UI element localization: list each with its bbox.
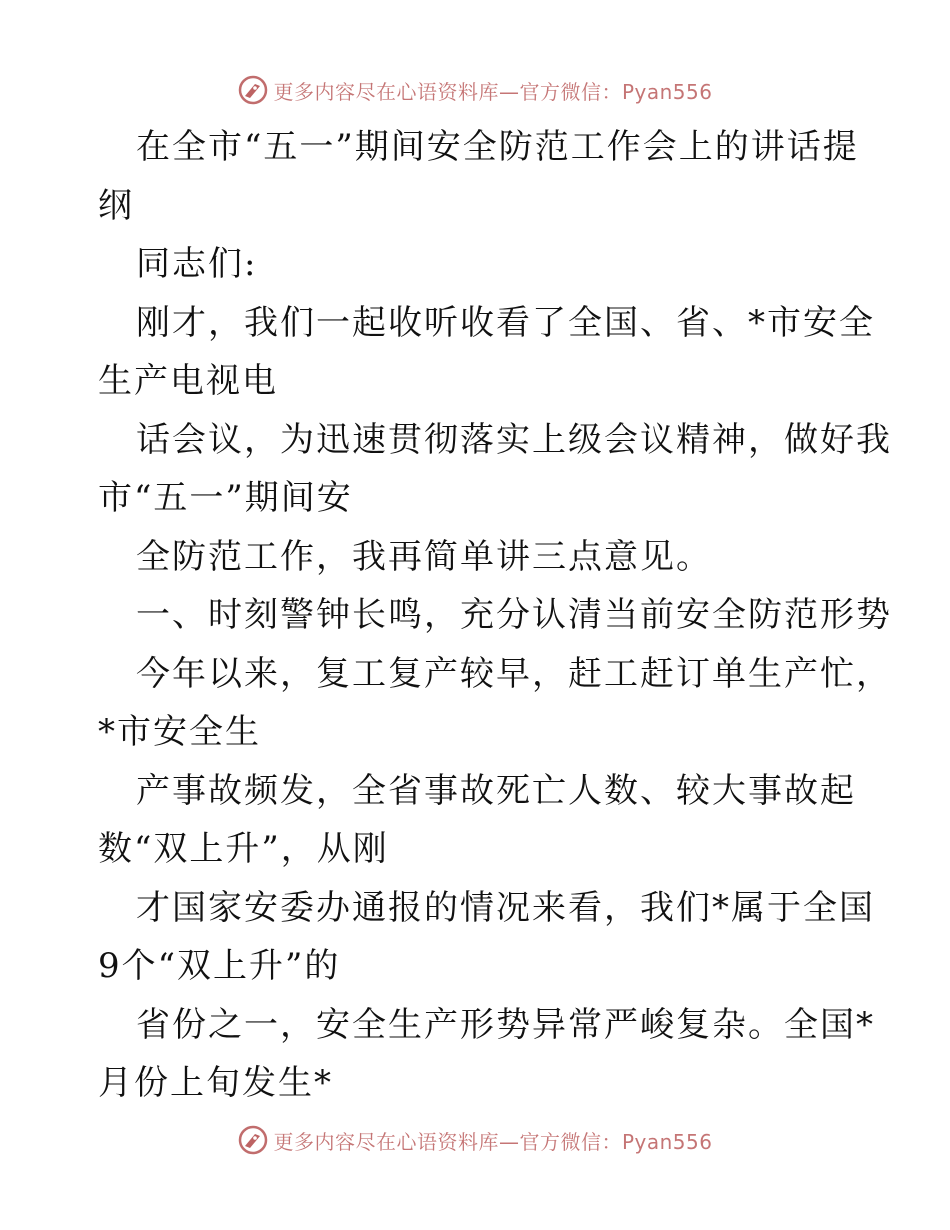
header-watermark [0, 70, 950, 110]
text-line: 生产电视电 [98, 361, 278, 401]
text-line: 今年以来，复工复产较早，赶工赶订单生产忙， [136, 653, 892, 694]
text-line: 省份之一，安全生产形势异常严峻复杂。全国* [136, 1004, 875, 1045]
text-line: 全防范工作，我再简单讲三点意见。 [136, 536, 712, 577]
text-line: 纲 [98, 185, 134, 226]
watermark-text: 更多内容尽在心语资料库—官方微信：Pyan556 [273, 1129, 713, 1154]
text-line: 刚才，我们一起收听收看了全国、省、*市安全 [136, 302, 875, 343]
text-line: 在全市“五一”期间安全防范工作会上的讲话提 [136, 127, 859, 167]
text-line: 数“双上升”，从刚 [98, 829, 389, 869]
document-body [98, 118, 892, 1113]
text-line: 产事故频发，全省事故死亡人数、较大事故起 [136, 770, 856, 811]
text-line: 月份上旬发生* [98, 1063, 333, 1103]
text-line: 9个“双上升”的 [98, 946, 341, 986]
footer-watermark [0, 1120, 950, 1160]
text-line: 才国家安委办通报的情况来看，我们*属于全国 [136, 887, 875, 928]
text-line: *市安全生 [98, 712, 261, 752]
pen-nib-logo-icon [237, 74, 269, 106]
text-line: 话会议，为迅速贯彻落实上级会议精神，做好我 [136, 419, 892, 460]
pen-nib-logo-icon [237, 1124, 269, 1156]
text-line: 一、时刻警钟长鸣，充分认清当前安全防范形势 [136, 595, 892, 635]
text-line: 市“五一”期间安 [98, 478, 353, 518]
watermark-text: 更多内容尽在心语资料库—官方微信：Pyan556 [273, 79, 713, 104]
text-line: 同志们: [136, 244, 258, 284]
